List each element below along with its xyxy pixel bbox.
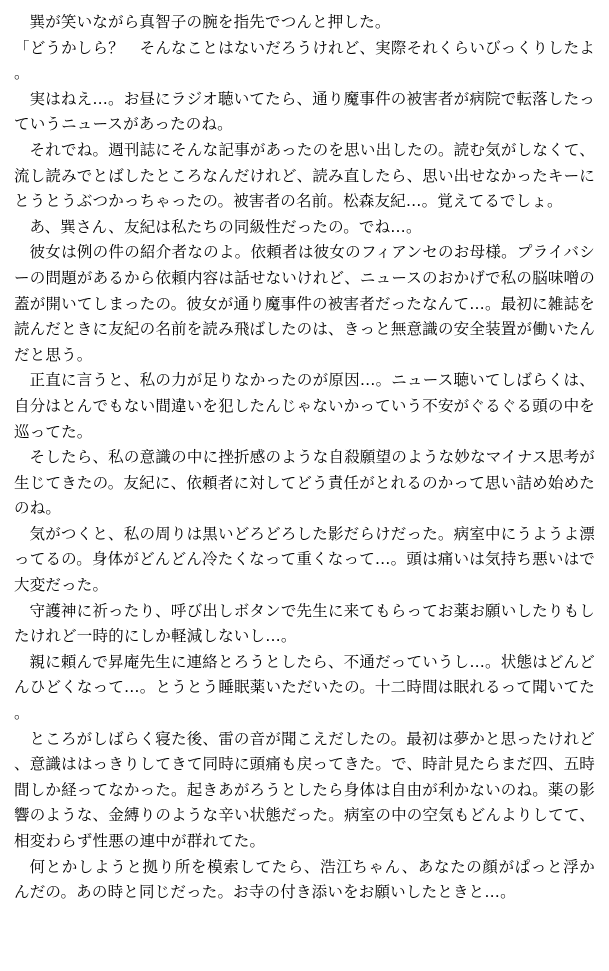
paragraph: ところがしばらく寝た後、雷の音が聞こえだしたの。最初は夢かと思ったけれど、意識ははっきりしてきて同時に頭痛も戻ってきた。で、時計見たらまだ四、五時間しか経ってなかった。起きあがろうとしたら身体は自由が利かないのね。薬の影響のような、金縛りのような辛い状態だった。病室の中の空気もどんよりしてて、相変わらず性悪の連中が群れてた。 <box>14 729 595 850</box>
paragraph: 巽が笑いながら真智子の腕を指先でつんと押した。 <box>29 13 391 31</box>
paragraph: 気がつくと、私の周りは黒いどろどろした影だらけだった。病室中にうようよ漂ってるの。身体がどんどん冷たくなって重くなって…。頭は痛いは気持ち悪いはで大変だった。 <box>14 524 595 595</box>
paragraph: 彼女は例の件の紹介者なのよ。依頼者は彼女のフィアンセのお母様。プライバシーの問題があるから依頼内容は話せないけれど、ニュースのおかげで私の脳味噌の蓋が開いてしまったの。彼女が通り魔事件の被害者だったなんて…。最初に雑誌を読んだときに友紀の名前を読み飛ばしたのは、きっと無意識の安全装置が働いたんだと思う。 <box>14 243 595 364</box>
paragraph: 何とかしようと拠り所を模索してたら、浩江ちゃん、あなたの顔がぱっと浮かんだの。あの時と同じだった。お寺の付き添いをお願いしたときと…。 <box>14 857 595 902</box>
paragraph: 「どうかしら？ そんなことはないだろうけれど、実際それくらいびっくりしたよ。 <box>14 38 595 83</box>
paragraph: 実はねえ…。お昼にラジオ聴いてたら、通り魔事件の被害者が病院で転落したっていうニュースがあったのね。 <box>14 89 595 134</box>
paragraph: 正直に言うと、私の力が足りなかったのが原因…。ニュース聴いてしばらくは、自分はとんでもない間違いを犯したんじゃないかっていう不安がぐるぐる頭の中を巡ってた。 <box>14 371 595 441</box>
paragraph: あ、巽さん、友紀は私たちの同級性だったの。でね…。 <box>29 217 422 236</box>
paragraph: そしたら、私の意識の中に挫折感のような自殺願望のような妙なマイナス思考が生じてきたの。友紀に、依頼者に対してどう責任がとれるのかって思い詰め始めたのね。 <box>14 448 595 518</box>
paragraph: それでね。週刊誌にそんな記事があったのを思い出したの。読む気がしなくて、流し読みでとばしたところなんだけれど、読み直したら、思い出せなかったキーにとうとうぶつかっちゃったの。被害者の名前。松森友紀…。覚えてるでしょ。 <box>14 140 595 211</box>
paragraph: 親に頼んで昇庵先生に連絡とろうとしたら、不通だっていうし…。状態はどんどんひどくなって…。とうとう睡眠薬いただいたの。十二時間は眠れるって聞いてた。 <box>14 652 595 723</box>
paragraph: 守護神に祈ったり、呼び出しボタンで先生に来てもらってお薬お願いしたりもしたけれど一時的にしか軽減しないし…。 <box>14 601 595 646</box>
